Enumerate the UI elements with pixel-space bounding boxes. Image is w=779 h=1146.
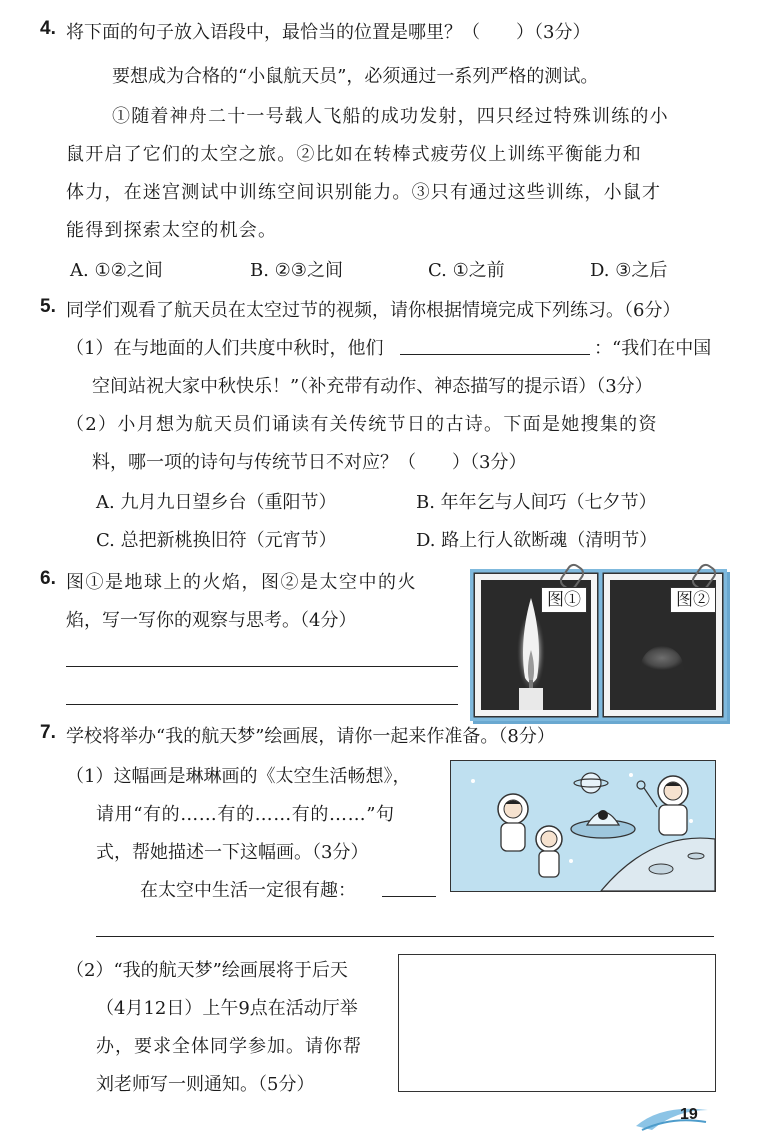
q5-sub1-start: （1）在与地面的人们共度中秋时，他们 <box>66 338 384 359</box>
q5-option-b: B. 年年乞与人间巧（七夕节） <box>416 492 657 513</box>
q4-option-c: C. ①之前 <box>428 260 505 281</box>
q7-sub2-line: （4月12日）上午9点在活动厅举 <box>96 998 358 1019</box>
q5-sub2-line1: （2）小月想为航天员们诵读有关传统节日的古诗。下面是她搜集的资 <box>66 414 658 435</box>
q5-answer-line[interactable] <box>400 354 590 355</box>
q5-sub2-line2: 料，哪一项的诗句与传统节日不对应？（ ）（3分） <box>92 452 527 473</box>
q4-para-line: 鼠开启了它们的太空之旅。②比如在转棒式疲劳仪上训练平衡能力和 <box>66 144 642 165</box>
q7-sub2-line: 刘老师写一则通知。（5分） <box>96 1074 315 1095</box>
q5-prompt: 同学们观看了航天员在太空过节的视频，请你根据情境完成下列练习。（6分） <box>66 300 681 321</box>
notice-writing-box[interactable] <box>398 954 716 1092</box>
q4-number: 4. <box>40 18 56 39</box>
q5-option-c: C. 总把新桃换旧符（元宵节） <box>96 530 337 551</box>
q5-sub1-end: ：“我们在中国 <box>594 338 712 359</box>
q5-number: 5. <box>40 296 56 317</box>
q7-sub1-line: 式，帮她描述一下这幅画。（3分） <box>96 842 369 863</box>
space-life-drawing <box>450 760 716 892</box>
q4-option-d: D. ③之后 <box>590 260 668 281</box>
q7-number: 7. <box>40 722 56 743</box>
q6-line2: 焰，写一写你的观察与思考。（4分） <box>66 610 357 631</box>
q4-para-line: ①随着神舟二十一号载人飞船的成功发射，四只经过特殊训练的小 <box>112 106 669 127</box>
space-drawing-image <box>451 761 715 891</box>
figure-1-label: 图① <box>541 587 587 613</box>
page-number: 19 <box>680 1106 698 1123</box>
q7-answer-line[interactable] <box>96 936 714 937</box>
q7-answer-line[interactable] <box>382 896 436 897</box>
q4-para-line: 能得到探索太空的机会。 <box>66 220 278 241</box>
q4-option-b: B. ②③之间 <box>250 260 343 281</box>
q7-sub1-line: 请用“有的……有的……有的……”句 <box>96 804 395 825</box>
q6-number: 6. <box>40 568 56 589</box>
q4-prompt: 将下面的句子放入语段中，最恰当的位置是哪里？（ ）（3分） <box>66 22 591 43</box>
q7-sub2-line: （2）“我的航天梦”绘画展将于后天 <box>66 960 348 981</box>
q6-line1: 图①是地球上的火焰，图②是太空中的火 <box>66 572 417 593</box>
q7-sub2-line: 办，要求全体同学参加。请你帮 <box>96 1036 362 1057</box>
q6-answer-line[interactable] <box>66 666 458 667</box>
q5-option-a: A. 九月九日望乡台（重阳节） <box>96 492 337 513</box>
q5-sub1-line2: 空间站祝大家中秋快乐！”（补充带有动作、神态描写的提示语）（3分） <box>92 376 653 397</box>
q4-sentence: 要想成为合格的“小鼠航天员”，必须通过一系列严格的测试。 <box>112 66 599 87</box>
q4-para-line: 体力，在迷宫测试中训练空间识别能力。③只有通过这些训练，小鼠才 <box>66 182 662 203</box>
swoosh-icon <box>632 1100 712 1136</box>
figure-2-label: 图② <box>670 587 716 613</box>
q7-prompt: 学校将举办“我的航天梦”绘画展，请你一起来作准备。（8分） <box>66 726 555 747</box>
q5-option-d: D. 路上行人欲断魂（清明节） <box>416 530 658 551</box>
q7-sub1-line: （1）这幅画是琳琳画的《太空生活畅想》， <box>66 766 411 787</box>
q6-answer-line[interactable] <box>66 704 458 705</box>
q4-option-a: A. ①②之间 <box>70 260 163 281</box>
q7-starter: 在太空中生活一定很有趣： <box>140 880 356 901</box>
